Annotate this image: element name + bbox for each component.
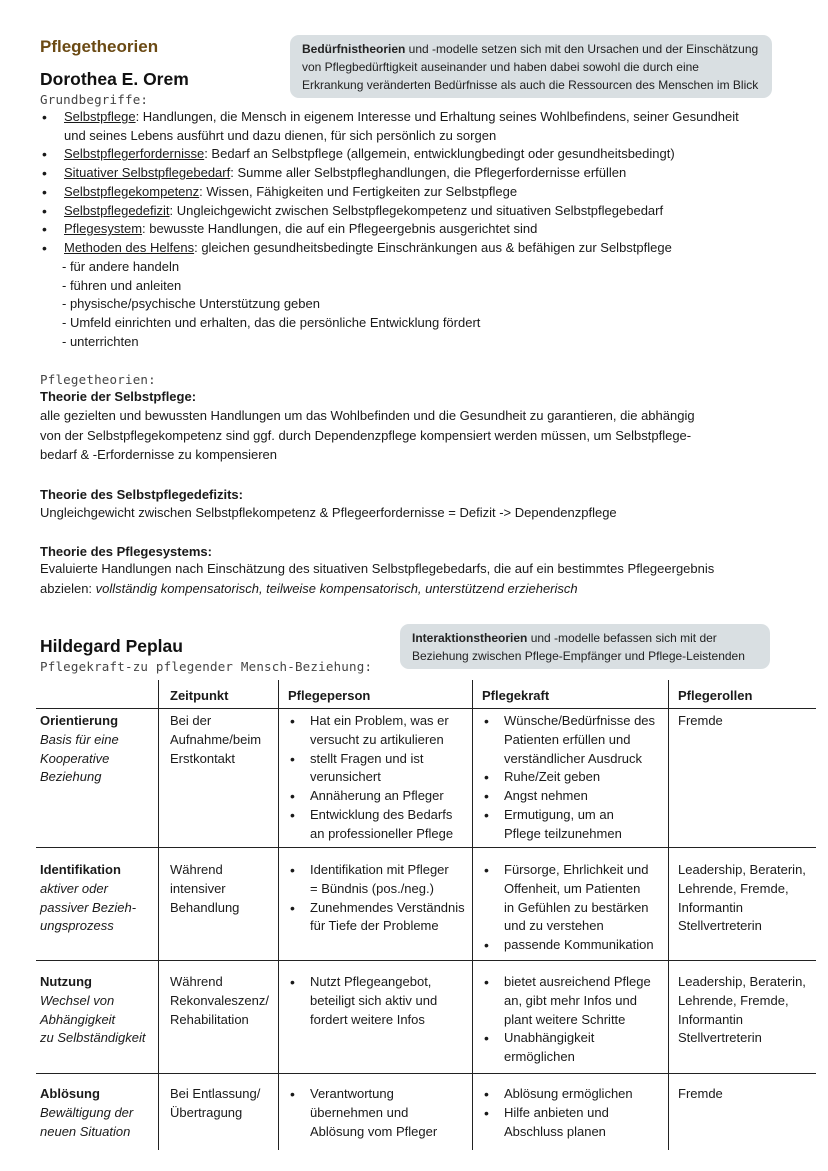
basics-label: Grundbegriffe: [40,92,149,107]
person-cell [286,1085,472,1141]
list-item: - für andere handeln [62,259,180,274]
phase-desc: Wechsel von [40,992,115,1008]
cell-text: Hilfe anbieten und [504,1104,609,1120]
term-definition: : Handlungen, die Mensch in eigenem Interesse und Erhaltung seines Wohlbefindens, seiner Gesundheit [135,109,739,124]
list-item [286,899,474,937]
needs-theory-term: Bedürfnistheorien [302,42,406,56]
table-row [40,973,154,1048]
cell-text: Hat ein Problem, was er [310,713,449,728]
term-definition: : Summe aller Selbstpfleghandlungen, die Pflegerfordernisse erfüllen [230,165,627,181]
phase-desc: zu Selbständigkeit [40,1030,146,1046]
cell-text: plant weitere Schritte [504,1011,626,1027]
nurse-cell [480,712,668,844]
time-cell [170,712,261,768]
cell-text: übernehmen und [310,1104,409,1120]
cell-text: in Gefühlen zu bestärken [504,899,649,915]
phase-desc: Kooperative [40,750,110,766]
phase-desc: passiver Bezieh- [40,899,137,915]
interaction-theory-text-2: Beziehung zwischen Pflege-Empfänger und Pflege-Leistenden [412,649,745,663]
cell-text: Nutzt Pflegeangebot, [310,974,432,989]
cell-text: beteiligt sich aktiv und [310,992,438,1008]
phase-name: Nutzung [40,974,92,989]
list-item [480,1029,668,1067]
term-label: Selbstpflegerfordernisse [64,146,205,162]
peplau-heading: Hildegard Peplau [40,636,183,656]
phase-desc: aktiver oder [40,880,108,896]
list-item [480,712,668,768]
cell-text: Erstkontakt [170,750,236,766]
list-item [480,787,668,806]
cell-text: ermöglichen [504,1049,575,1065]
peplau-subtitle: Pflegekraft-zu pflegender Mensch-Beziehung: [40,659,373,674]
cell-text: Leadership, Beraterin, [678,862,806,877]
term-label: Situativer Selbstpflegebedarf [64,165,231,181]
cell-text: Angst nehmen [504,788,588,804]
cell-text: Leadership, Beraterin, [678,974,806,989]
nurse-cell [480,1085,668,1141]
column-header: Zeitpunkt [170,688,229,703]
term-label: Methoden des Helfens [64,239,195,255]
cell-text: Ermutigung, um an [504,806,614,822]
term-label: Selbstpflegedefizit [64,202,170,218]
list-item [40,145,810,164]
table-divider [36,708,816,709]
nurse-cell [480,973,668,1067]
list-item [480,861,668,936]
cell-text: bietet ausreichend Pflege [504,974,651,989]
cell-text: Zunehmendes Verständnis [310,899,465,915]
list-item [286,1085,472,1141]
cell-text: Bei Entlassung/ [170,1086,261,1101]
list-item: - unterrichten [62,333,139,349]
table-row [40,861,154,936]
cell-text: Lehrende, Fremde, [678,880,789,896]
interaction-theory-term: Interaktionstheorien [412,631,528,645]
table-row [40,1085,154,1141]
phase-desc: Beziehung [40,769,102,785]
list-item [286,750,472,788]
cell-text: passende Kommunikation [504,937,654,953]
cell-text: fordert weitere Infos [310,1011,425,1027]
cell-text: Stellvertreterin [678,1030,762,1046]
person-cell [286,973,472,1029]
cell-text: Ruhe/Zeit geben [504,769,601,785]
table-row [40,712,154,787]
time-cell [170,1085,260,1123]
list-item [40,183,810,202]
needs-theory-text-2: von Pflegbedürftigkeit auseinander und haben dabei sowohl die durch eine [302,60,699,74]
cell-text: Rekonvaleszenz/ [170,992,269,1008]
cell-text: verunsichert [310,769,381,785]
table-divider [668,680,669,1150]
list-item [286,712,472,750]
table-divider [158,680,159,1150]
cell-text: Verantwortung [310,1086,394,1101]
needs-theory-text-1: und -modelle setzen sich mit den Ursachen und der Einschätzung [405,42,759,56]
theory-deficit-title: Theorie des Selbstpflegedefizits: [40,487,243,502]
phase-name: Orientierung [40,713,119,728]
roles-cell [678,973,806,1048]
term-label: Pflegesystem [64,221,143,237]
text-line: abzielen: [40,580,96,596]
cell-text: Übertragung [170,1104,243,1120]
list-item [40,220,810,239]
phase-name: Ablösung [40,1086,100,1101]
cell-text: Wünsche/Bedürfnisse des [504,713,656,728]
theory-system-text [40,559,820,598]
cell-text: Entwicklung des Bedarfs [310,806,453,822]
cell-text: Während [170,862,223,877]
cell-text: für Tiefe der Probleme [310,918,439,934]
page-title: Pflegetheorien [40,37,159,56]
list-item: - führen und anleiten [62,277,182,293]
theory-deficit-text: Ungleichgewicht zwischen Selbstpflekompetenz & Pflegeerfordernisse = Defizit -> Dependenzpflege [40,505,617,520]
phase-desc: Basis für eine [40,731,119,747]
text-line: alle gezielten und bewussten Handlungen um das Wohlbefinden und die Gesundheit zu garantieren, die abhängig [40,408,695,423]
theory-self-care-text [40,406,820,465]
column-header: Pflegekraft [482,688,550,703]
time-cell [170,973,269,1029]
cell-text: Fremde [678,1086,723,1101]
cell-text: Annäherung an Pfleger [310,788,444,804]
cell-text: Rehabilitation [170,1011,249,1027]
phase-desc: neuen Situation [40,1123,131,1139]
term-label: Selbstpflege [64,109,136,124]
list-item [480,768,668,787]
cell-text: Fürsorge, Ehrlichkeit und [504,862,649,877]
orem-heading: Dorothea E. Orem [40,69,189,89]
list-item: - Umfeld einrichten und erhalten, das die persönliche Entwicklung fördert [62,315,481,331]
column-header: Pflegeperson [288,688,371,703]
list-item [40,202,810,221]
term-definition: : Bedarf an Selbstpflege (allgemein, entwicklungbedingt oder gesundheitsbedingt) [204,146,675,162]
cell-text: Unabhängigkeit [504,1030,595,1046]
list-item [480,936,668,955]
term-definition: : Wissen, Fähigkeiten und Fertigkeiten zur Selbstpflege [199,183,518,199]
list-item [286,861,474,899]
system-types: vollständig kompensatorisch, teilweise kompensatorisch, unterstützend erzieherisch [95,580,578,596]
roles-cell [678,861,806,936]
roles-cell [678,712,723,731]
phase-desc: ungsprozess [40,918,114,934]
cell-text: stellt Fragen und ist [310,750,424,766]
text-line: bedarf & -Erfordernisse zu kompensieren [40,447,278,462]
cell-text: Informantin [678,1011,744,1027]
list-item: - physische/psychische Unterstützung geben [62,296,320,312]
cell-text: Stellvertreterin [678,918,762,934]
cell-text: Fremde [678,713,723,728]
term-definition: : bewusste Handlungen, die auf ein Pflegeergebnis ausgerichtet sind [142,221,538,237]
list-item [286,806,472,844]
list-item [286,787,472,806]
cell-text: Behandlung [170,899,240,915]
cell-text: Informantin [678,899,744,915]
cell-text: Pflege teilzunehmen [504,825,622,841]
cell-text: Ablösung ermöglichen [504,1086,633,1101]
interaction-theory-text-1: und -modelle befassen sich mit der [527,631,717,645]
methods-list [40,258,480,352]
cell-text: intensiver [170,880,226,896]
theories-label: Pflegetheorien: [40,372,156,387]
needs-theory-box [290,35,772,98]
list-item [480,1104,668,1142]
table-divider [36,847,816,848]
person-cell [286,861,474,936]
nurse-cell [480,861,668,955]
theory-self-care-title: Theorie der Selbstpflege: [40,389,197,404]
time-cell [170,861,239,917]
interaction-theory-box [400,624,770,669]
cell-text: = Bündnis (pos./neg.) [310,880,434,896]
term-definition-cont: und seines Lebens ausführt und dazu dienen, für sich persönlich zu sorgen [64,127,497,143]
cell-text: Während [170,974,223,989]
roles-cell [678,1085,723,1104]
table-divider [36,960,816,961]
cell-text: versucht zu artikulieren [310,731,444,747]
term-label: Selbstpflegekompetenz [64,183,200,199]
table-divider [36,1073,816,1074]
list-item [480,806,668,844]
theory-system-title: Theorie des Pflegesystems: [40,544,212,559]
list-item [480,973,668,1029]
term-definition: : gleichen gesundheitsbedingte Einschränkungen aus & befähigen zur Selbstpflege [194,239,672,255]
needs-theory-text-3: Erkrankung veränderten Bedürfnisse als auch die Ressourcen des Menschen im Blick [302,78,759,92]
cell-text: an, gibt mehr Infos und [504,992,637,1008]
person-cell [286,712,472,844]
term-definition: : Ungleichgewicht zwischen Selbstpflegekompetenz und situativen Selbstpflegebedarf [169,202,664,218]
cell-text: Lehrende, Fremde, [678,992,789,1008]
phase-name: Identifikation [40,862,121,877]
cell-text: und zu verstehen [504,918,604,934]
table-divider [278,680,279,1150]
list-item [480,1085,668,1104]
cell-text: verständlicher Ausdruck [504,750,643,766]
list-item [286,973,472,1029]
cell-text: Offenheit, um Patienten [504,880,641,896]
phase-desc: Bewältigung der [40,1104,134,1120]
list-item [40,239,810,258]
text-line: Evaluierte Handlungen nach Einschätzung des situativen Selbstpflegebedarfs, die auf ein bestimmtes Pflegeergebnis [40,561,715,576]
cell-text: Abschluss planen [504,1123,606,1139]
list-item [40,164,810,183]
phase-desc: Abhängigkeit [40,1011,116,1027]
cell-text: Ablösung vom Pfleger [310,1123,438,1139]
cell-text: Aufnahme/beim [170,731,262,747]
cell-text: an professioneller Pflege [310,825,454,841]
cell-text: Bei der [170,713,212,728]
column-header: Pflegerollen [678,688,753,703]
cell-text: Identifikation mit Pfleger [310,862,449,877]
text-line: von der Selbstpflegekompetenz sind ggf. durch Dependenzpflege kompensiert werden müssen, um Selbstpflege- [40,427,692,443]
basic-terms-list [40,108,810,258]
cell-text: Patienten erfüllen und [504,731,631,747]
list-item [40,108,810,145]
